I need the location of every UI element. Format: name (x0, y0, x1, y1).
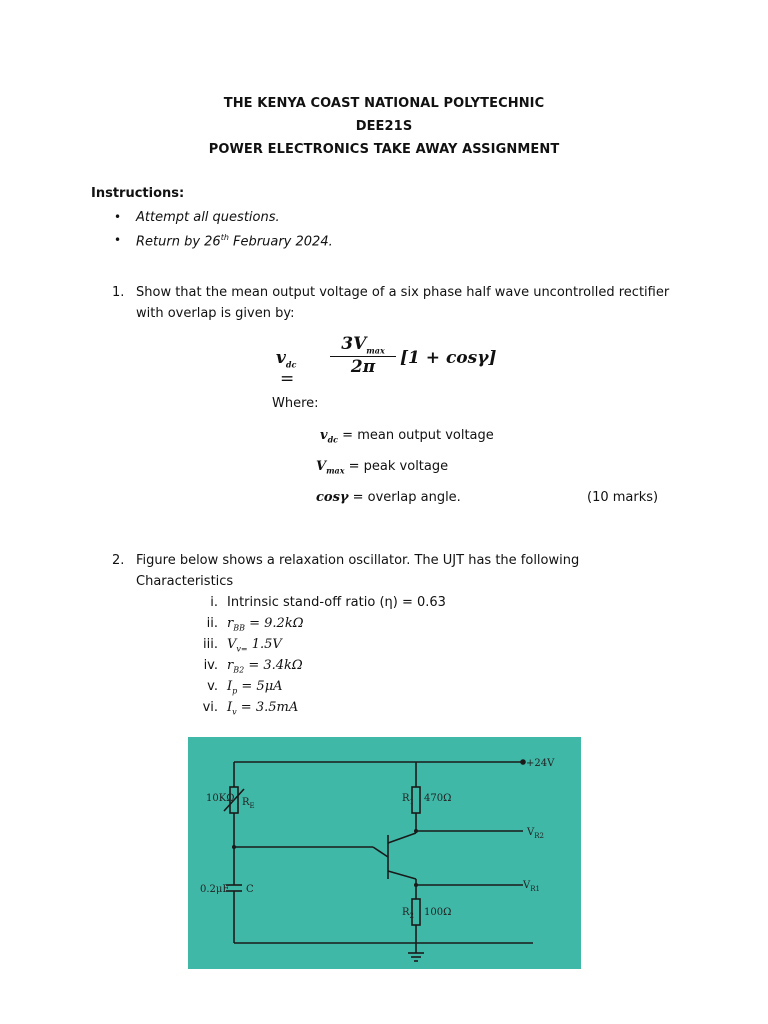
char-number: iii. (203, 637, 218, 652)
definition-cos: cosγ = overlap angle. (316, 490, 461, 505)
r2-label: $R_2$ (402, 907, 414, 920)
question-text: Characteristics (136, 574, 234, 589)
instructions-heading: Instructions: (91, 186, 185, 201)
capacitor-value-label: 0.2μF (200, 884, 230, 895)
instruction-item: Return by 26th February 2024. (136, 233, 333, 250)
r1-label: $R_1$ (402, 793, 414, 806)
r2-value-label: 100Ω (424, 907, 452, 918)
instruction-item: Attempt all questions. (136, 210, 280, 225)
vr2-label: $V_{R2}$ (527, 827, 544, 840)
ujt-emitter (373, 847, 388, 857)
question-number: 1. (112, 285, 125, 300)
char-number: v. (207, 679, 218, 694)
course-code: DEE21S (355, 119, 413, 134)
question-number: 2. (112, 553, 125, 568)
supply-terminal (521, 760, 525, 764)
question-text: with overlap is given by: (136, 306, 295, 321)
re-value-label: 10KΩ (206, 793, 235, 804)
char-vv: $V_{v=}$ 1.5V (227, 637, 282, 654)
question-text: Show that the mean output voltage of a six phase half wave uncontrolled rectifier (136, 285, 670, 300)
relaxation-oscillator-circuit (188, 737, 581, 969)
r1-value-label: 470Ω (424, 793, 452, 804)
where-label: Where: (272, 396, 319, 411)
char-rbb: $r_{BB} = 9.2k\Omega$ (227, 616, 304, 633)
capacitor-label: C (246, 884, 254, 895)
char-number: i. (210, 595, 218, 610)
char-ip: $I_p = 5\mu A$ (227, 679, 283, 696)
marks-label: (10 marks) (587, 490, 659, 505)
question-text: Figure below shows a relaxation oscillator. The UJT has the following (136, 553, 580, 568)
bullet-icon: • (114, 233, 122, 247)
vr1-label: $V_{R1}$ (523, 880, 540, 893)
char-number: ii. (206, 616, 218, 631)
char-number: iv. (203, 658, 218, 673)
char-rb2: $r_{B2} = 3.4k\Omega$ (227, 658, 303, 675)
char-eta: Intrinsic stand-off ratio (η) = 0.63 (227, 595, 446, 610)
re-label: $R_E$ (242, 797, 255, 810)
definition-vmax: $V_{max}$ = peak voltage (316, 459, 449, 476)
document-page: THE KENYA COAST NATIONAL POLYTECHNIC DEE21S POWER ELECTRONICS TAKE AWAY ASSIGNMENT Instructions: • Attempt all questions. • Return by 26th February 2024. 1. Show that the mean output voltage of a six phase half wave uncontrolled rectifier with overlap is given by: $v_{dc}$ = $3V_{max}$ 2π [1 + cosγ] Where: $v_{dc}$ = mean output voltage $V_{max}$ = peak voltage cosγ = overlap angle. (10 marks) 2. Figure below shows a relaxation oscillator. The UJT has the following Characteristics i. Intrinsic stand-off ratio (η) = 0.63 ii. $r_{BB} = 9.2k\Omega$ iii. $V_{v=}$ 1.5V iv. $r_{B2} = 3.4k\Omega$ v. $I_p = 5\mu A$ vi. $I_v = 3.5mA$ +24V 10KΩ $R_E$ $R_1$ 470Ω $R_2$ 100Ω 0.2μF C $V_{R2}$ $V_{R1}$ (0, 0, 768, 1024)
supply-label: +24V (526, 758, 555, 769)
char-number: vi. (202, 700, 218, 715)
bullet-icon: • (114, 210, 122, 224)
institution-heading: THE KENYA COAST NATIONAL POLYTECHNIC (223, 96, 545, 111)
circuit-diagram (188, 737, 581, 969)
char-iv: $I_v = 3.5mA$ (227, 700, 299, 717)
definition-vdc: $v_{dc}$ = mean output voltage (320, 428, 494, 445)
assignment-title: POWER ELECTRONICS TAKE AWAY ASSIGNMENT (208, 142, 560, 157)
